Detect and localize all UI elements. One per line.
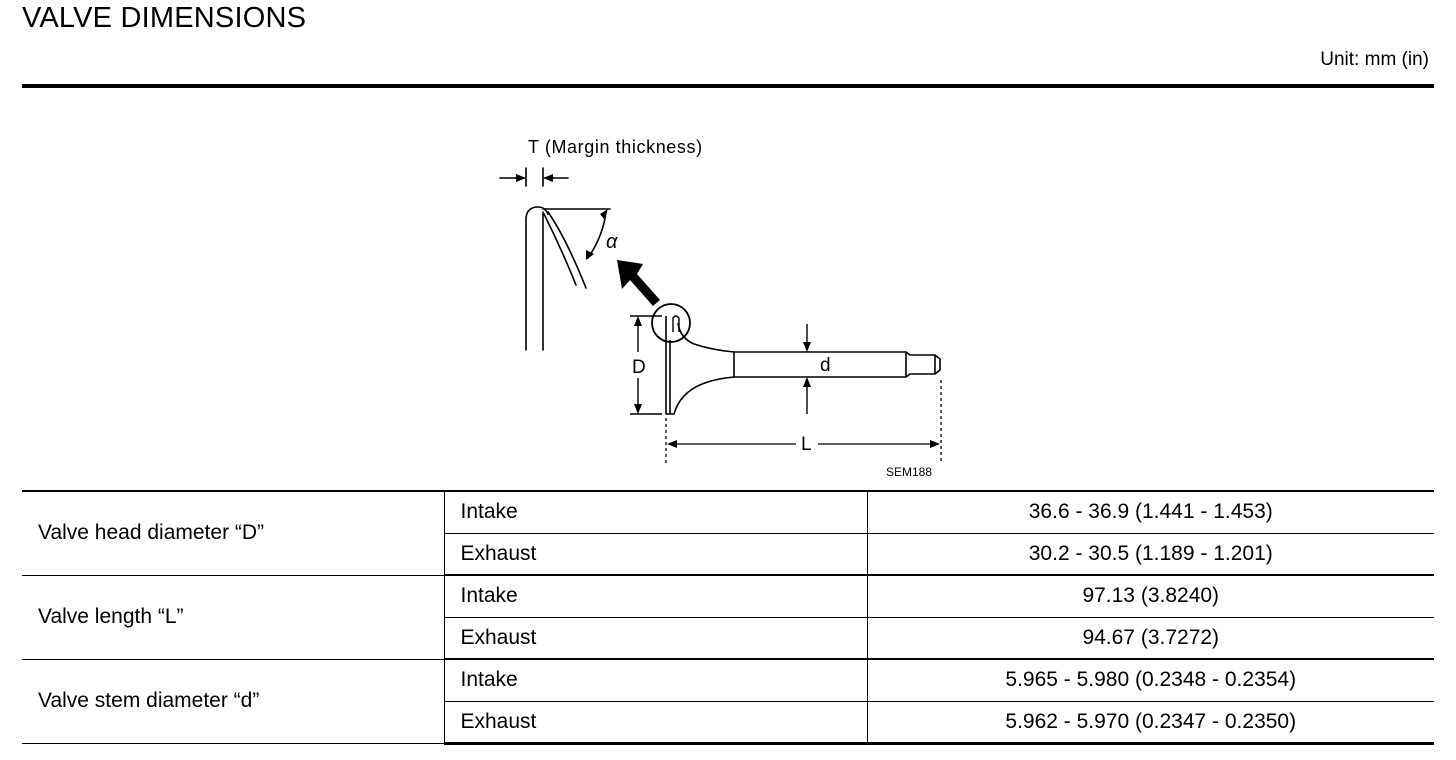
row-sub-label: Exhaust — [444, 533, 867, 575]
figure-code: SEM188 — [886, 465, 933, 479]
row-value: 94.67 (3.7272) — [867, 617, 1434, 659]
unit-label: Unit: mm (in) — [1320, 49, 1429, 70]
table-row — [22, 491, 1434, 533]
row-value: 5.965 - 5.980 (0.2348 - 0.2354) — [867, 659, 1434, 701]
head-diameter-label: D — [632, 357, 646, 378]
row-value: 5.962 - 5.970 (0.2347 - 0.2350) — [867, 701, 1434, 743]
stem-arrow-top — [803, 342, 811, 352]
detail-pointer-arrow — [617, 260, 660, 306]
row-value: 30.2 - 30.5 (1.189 - 1.201) — [867, 533, 1434, 575]
angle-arc — [588, 212, 606, 258]
angle-arrow-top — [600, 209, 608, 219]
detail-edge — [526, 207, 548, 350]
detail-circle — [652, 304, 690, 342]
t-arrow-left — [516, 174, 526, 182]
header-divider — [22, 84, 1434, 88]
valve-outline — [666, 316, 940, 414]
page-title: VALVE DIMENSIONS — [22, 2, 307, 34]
row-value: 36.6 - 36.9 (1.441 - 1.453) — [867, 491, 1434, 533]
row-sub-label: Intake — [444, 575, 867, 617]
l-arrow-left — [667, 440, 677, 448]
stem-arrow-bottom — [803, 377, 811, 387]
detail-face-inner — [544, 214, 576, 285]
detail-circle-mark — [673, 316, 679, 332]
row-sub-label: Intake — [444, 659, 867, 701]
valve-dimensions-table — [22, 490, 1434, 745]
d-arrow-top — [634, 316, 642, 326]
length-label: L — [801, 434, 812, 455]
row-value: 97.13 (3.8240) — [867, 575, 1434, 617]
row-sub-label: Exhaust — [444, 701, 867, 743]
l-arrow-right — [930, 440, 940, 448]
row-sub-label: Intake — [444, 491, 867, 533]
d-arrow-bottom — [634, 404, 642, 414]
t-arrow-right — [543, 174, 553, 182]
table-row — [22, 575, 1434, 617]
angle-arrow-bottom — [586, 250, 594, 260]
row-label-stem-diameter: Valve stem diameter “d” — [22, 659, 444, 743]
margin-thickness-label: T (Margin thickness) — [528, 137, 703, 157]
row-label-valve-length: Valve length “L” — [22, 575, 444, 659]
stem-diameter-label: d — [820, 355, 831, 376]
angle-label: α — [606, 231, 618, 253]
table-row — [22, 659, 1434, 701]
detail-face-outer — [548, 212, 586, 288]
row-sub-label: Exhaust — [444, 617, 867, 659]
row-label-head-diameter: Valve head diameter “D” — [22, 491, 444, 575]
